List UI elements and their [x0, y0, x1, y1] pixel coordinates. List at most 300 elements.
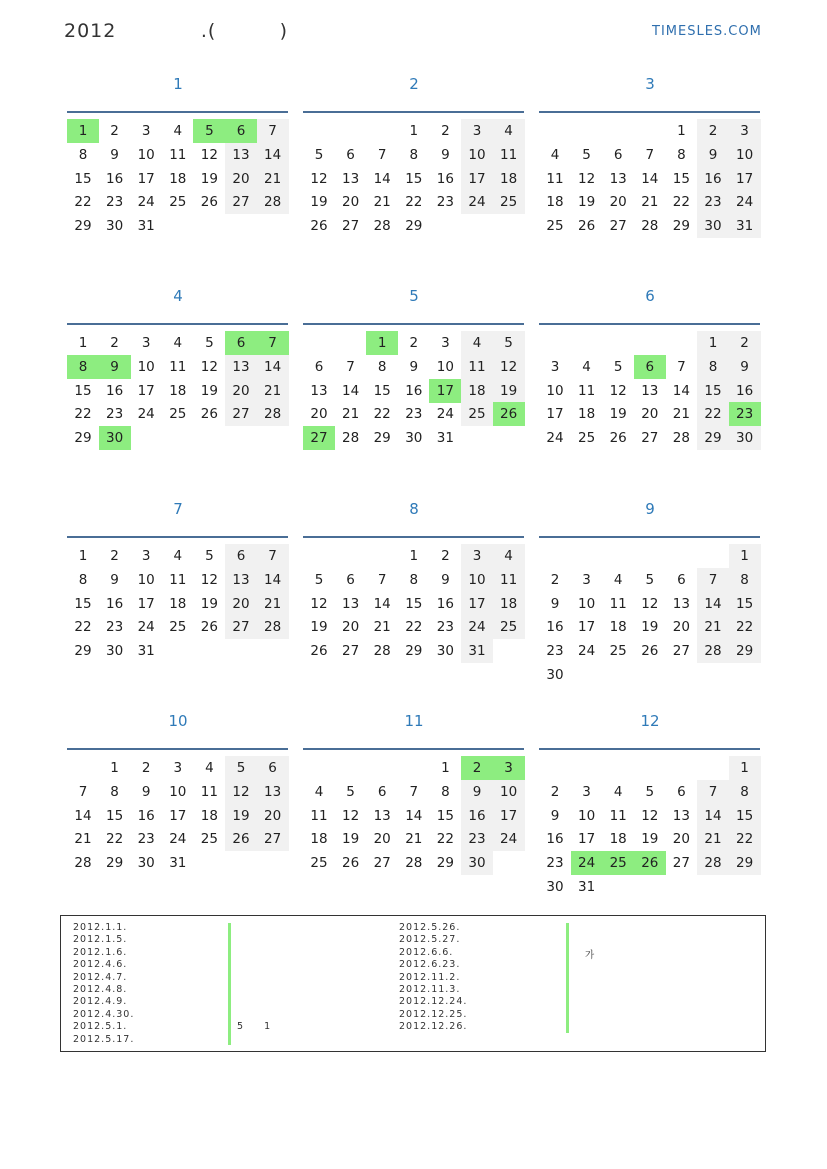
- day-cell: 23: [137, 831, 155, 848]
- day-cell: 20: [257, 804, 289, 828]
- day-cell: 4: [461, 331, 493, 355]
- month-3: [539, 73, 761, 235]
- legend-date: 2012.5.27.: [399, 934, 461, 946]
- day-cell: 4: [613, 571, 623, 588]
- day-cell: 17: [461, 167, 493, 191]
- day-cell: 9: [550, 807, 560, 824]
- month-divider: [67, 536, 288, 538]
- day-cell: 27: [373, 855, 391, 872]
- day-cell: 15: [436, 807, 454, 824]
- day-cell: 2: [729, 331, 761, 355]
- day-cell: 19: [200, 595, 218, 612]
- day-cell: 5: [645, 571, 655, 588]
- month-12: [539, 710, 761, 895]
- day-cell: 30: [405, 430, 423, 447]
- legend-date: 2012.5.26.: [399, 922, 461, 933]
- day-cell: 26: [493, 402, 525, 426]
- day-cell: 6: [225, 331, 257, 355]
- day-cell: 14: [373, 170, 391, 187]
- day-cell: 29: [672, 218, 690, 235]
- day-cell: 9: [110, 571, 119, 588]
- day-cell: 18: [546, 194, 564, 211]
- day-cell: 24: [461, 615, 493, 639]
- day-cell: 24: [571, 851, 603, 875]
- day-cell: 24: [493, 827, 525, 851]
- day-cell: 6: [346, 146, 355, 163]
- month-name: 1: [173, 75, 183, 93]
- day-cell: 25: [578, 430, 596, 447]
- day-cell: 27: [342, 218, 360, 235]
- day-cell: 16: [137, 807, 155, 824]
- day-cell: 10: [729, 143, 761, 167]
- day-cell: 2: [697, 119, 729, 143]
- day-cell: 5: [205, 335, 214, 351]
- month-7: [67, 498, 289, 660]
- month-1: [67, 73, 289, 235]
- day-cell: 31: [461, 639, 493, 663]
- day-cell: 27: [672, 643, 690, 660]
- day-cell: 1: [729, 756, 761, 780]
- day-cell: 1: [697, 331, 729, 355]
- day-cell: 29: [373, 430, 391, 447]
- day-cell: 2: [461, 756, 493, 780]
- day-cell: 19: [641, 831, 659, 848]
- day-cell: 24: [729, 190, 761, 214]
- day-cell: 25: [609, 643, 627, 660]
- legend-date: 2012.12.24.: [399, 996, 468, 1008]
- legend-date: 2012.4.30.: [73, 1008, 135, 1020]
- day-cell: 23: [729, 402, 761, 426]
- day-cell: 26: [641, 643, 659, 660]
- day-cell: 15: [697, 379, 729, 403]
- day-cell: 22: [729, 615, 761, 639]
- day-cell: 29: [729, 639, 761, 663]
- day-cell: 21: [672, 406, 690, 423]
- day-cell: 2: [550, 783, 560, 800]
- day-cell: 21: [697, 615, 729, 639]
- day-cell: 23: [546, 643, 564, 660]
- day-cell: 5: [645, 783, 655, 800]
- day-cell: 1: [409, 123, 419, 139]
- day-cell: 18: [169, 170, 187, 187]
- day-cell: 14: [697, 592, 729, 616]
- day-cell: 27: [342, 643, 360, 660]
- day-cell: 20: [310, 406, 328, 423]
- day-cell: 28: [257, 615, 289, 639]
- day-cell: 6: [225, 119, 257, 143]
- day-cell: 19: [342, 831, 360, 848]
- day-cell: 25: [169, 194, 187, 211]
- day-cell: 9: [441, 571, 450, 588]
- day-cell: 7: [257, 119, 289, 143]
- day-cell: 17: [461, 592, 493, 616]
- day-cell: 4: [173, 335, 183, 351]
- day-cell: 26: [200, 194, 218, 211]
- day-cell: 20: [225, 379, 257, 403]
- day-cell: 5: [582, 146, 591, 163]
- day-cell: 24: [137, 194, 155, 211]
- day-cell: 3: [461, 119, 493, 143]
- day-cell: 22: [436, 831, 454, 848]
- day-cell: 16: [697, 167, 729, 191]
- day-cell: 28: [405, 855, 423, 872]
- day-cell: 27: [641, 430, 659, 447]
- day-cell: 11: [493, 143, 525, 167]
- day-cell: 27: [672, 855, 690, 872]
- day-cell: 26: [609, 430, 627, 447]
- day-cell: 28: [697, 851, 729, 875]
- month-name: 6: [645, 287, 655, 305]
- day-cell: 10: [461, 568, 493, 592]
- day-cell: 10: [169, 783, 187, 800]
- day-cell: 28: [257, 402, 289, 426]
- day-cell: 21: [641, 194, 659, 211]
- day-cell: 13: [641, 382, 659, 399]
- day-cell: 24: [461, 190, 493, 214]
- day-cell: 3: [141, 548, 151, 564]
- day-cell: 30: [106, 643, 124, 660]
- day-cell: 7: [346, 358, 355, 375]
- day-cell: 7: [697, 780, 729, 804]
- day-cell: 8: [729, 780, 761, 804]
- month-divider: [539, 748, 760, 750]
- day-cell: 11: [169, 358, 187, 375]
- day-cell: 28: [257, 190, 289, 214]
- day-cell: 15: [405, 170, 423, 187]
- day-cell: 12: [310, 170, 328, 187]
- day-cell: 11: [609, 807, 627, 824]
- day-cell: 19: [310, 194, 328, 211]
- day-cell: 12: [609, 382, 627, 399]
- day-cell: 11: [546, 170, 564, 187]
- day-cell: 9: [141, 783, 151, 800]
- day-cell: 5: [314, 571, 324, 588]
- day-cell: 18: [169, 382, 187, 399]
- legend-date: 2012.4.9.: [73, 996, 128, 1008]
- day-cell: 29: [729, 851, 761, 875]
- legend-date: 2012.4.7.: [73, 971, 128, 983]
- month-10: [67, 710, 289, 872]
- day-cell: 19: [609, 406, 627, 423]
- day-cell: 9: [441, 146, 450, 163]
- day-cell: 3: [582, 783, 591, 800]
- legend-date: 2012.1.6.: [73, 946, 128, 958]
- day-cell: 12: [200, 358, 218, 375]
- day-cell: 24: [436, 406, 454, 423]
- day-cell: 17: [493, 804, 525, 828]
- day-cell: 8: [78, 146, 88, 163]
- day-cell: 22: [729, 827, 761, 851]
- day-cell: 7: [677, 358, 686, 375]
- day-cell: 10: [461, 143, 493, 167]
- day-cell: 24: [546, 430, 564, 447]
- day-cell: 8: [377, 358, 387, 375]
- day-cell: 18: [493, 592, 525, 616]
- day-cell: 26: [200, 619, 218, 636]
- day-cell: 15: [106, 807, 124, 824]
- day-cell: 14: [672, 382, 690, 399]
- day-cell: 21: [342, 406, 360, 423]
- day-cell: 24: [578, 643, 596, 660]
- day-cell: 6: [314, 358, 324, 375]
- month-divider: [539, 323, 760, 325]
- day-cell: 30: [436, 643, 454, 660]
- day-cell: 16: [405, 382, 423, 399]
- day-cell: 14: [697, 804, 729, 828]
- day-cell: 16: [106, 170, 124, 187]
- legend-date: 2012.6.6.: [399, 946, 454, 958]
- day-cell: 1: [110, 760, 119, 776]
- day-cell: 15: [74, 170, 92, 187]
- day-cell: 28: [373, 218, 391, 235]
- month-2: [303, 73, 525, 235]
- day-cell: 1: [366, 331, 398, 355]
- day-cell: 2: [110, 335, 119, 351]
- day-cell: 26: [634, 851, 666, 875]
- month-name: 5: [409, 287, 419, 305]
- day-cell: 18: [310, 831, 328, 848]
- day-cell: 15: [729, 592, 761, 616]
- day-cell: 2: [441, 123, 450, 139]
- day-cell: 9: [110, 146, 119, 163]
- legend-date: 2012.11.3.: [399, 984, 461, 995]
- day-cell: 29: [697, 426, 729, 450]
- day-cell: 13: [672, 595, 690, 612]
- day-cell: 10: [137, 358, 155, 375]
- day-cell: 8: [677, 146, 686, 163]
- day-cell: 2: [110, 548, 119, 564]
- day-cell: 27: [609, 218, 627, 235]
- day-cell: 7: [645, 146, 655, 163]
- day-cell: 25: [200, 831, 218, 848]
- day-cell: 31: [436, 430, 454, 447]
- day-cell: 20: [342, 194, 360, 211]
- day-cell: 28: [697, 639, 729, 663]
- month-6: [539, 285, 761, 447]
- day-cell: 4: [613, 783, 623, 800]
- day-cell: 15: [672, 170, 690, 187]
- day-cell: 4: [550, 146, 560, 163]
- day-cell: 25: [493, 615, 525, 639]
- day-cell: 4: [173, 548, 183, 564]
- day-cell: 21: [373, 194, 391, 211]
- month-name: 9: [645, 500, 655, 518]
- day-cell: 12: [641, 595, 659, 612]
- day-cell: 29: [74, 218, 92, 235]
- day-cell: 28: [74, 855, 92, 872]
- day-cell: 18: [461, 379, 493, 403]
- day-cell: 3: [441, 335, 450, 351]
- month-name: 8: [409, 500, 419, 518]
- day-cell: 23: [461, 827, 493, 851]
- day-cell: 21: [74, 831, 92, 848]
- day-cell: 29: [74, 643, 92, 660]
- day-cell: 13: [225, 355, 257, 379]
- legend-date: 2012.5.17.: [73, 1033, 135, 1045]
- day-cell: 8: [409, 146, 419, 163]
- day-cell: 6: [377, 783, 387, 800]
- day-cell: 8: [110, 783, 119, 800]
- month-5: [303, 285, 525, 447]
- day-cell: 21: [373, 619, 391, 636]
- day-cell: 13: [342, 170, 360, 187]
- day-cell: 11: [310, 807, 328, 824]
- month-divider: [67, 323, 288, 325]
- day-cell: 26: [342, 855, 360, 872]
- month-name: 10: [168, 712, 188, 730]
- day-cell: 7: [377, 571, 387, 588]
- day-cell: 13: [373, 807, 391, 824]
- day-cell: 10: [546, 382, 564, 399]
- day-cell: 20: [342, 619, 360, 636]
- day-cell: 17: [729, 167, 761, 191]
- day-cell: 22: [697, 402, 729, 426]
- day-cell: 17: [137, 170, 155, 187]
- day-cell: 6: [225, 544, 257, 568]
- day-cell: 1: [78, 335, 88, 351]
- day-cell: 8: [67, 355, 99, 379]
- legend-holiday-bar: [566, 923, 569, 1033]
- day-cell: 9: [550, 595, 560, 612]
- day-cell: 11: [609, 595, 627, 612]
- day-cell: 26: [310, 218, 328, 235]
- day-cell: 4: [493, 544, 525, 568]
- day-cell: 14: [641, 170, 659, 187]
- day-cell: 10: [493, 780, 525, 804]
- day-cell: 25: [493, 190, 525, 214]
- day-cell: 7: [377, 146, 387, 163]
- day-cell: 25: [546, 218, 564, 235]
- day-cell: 29: [405, 218, 423, 235]
- day-cell: 17: [429, 379, 461, 403]
- day-cell: 13: [257, 780, 289, 804]
- day-cell: 18: [578, 406, 596, 423]
- month-name: 7: [173, 500, 183, 518]
- day-cell: 6: [257, 756, 289, 780]
- month-divider: [303, 111, 524, 113]
- month-divider: [303, 536, 524, 538]
- day-cell: 23: [436, 194, 454, 211]
- day-cell: 23: [697, 190, 729, 214]
- day-cell: 26: [578, 218, 596, 235]
- legend-date: 2012.5.1.: [73, 1021, 128, 1033]
- day-cell: 20: [672, 619, 690, 636]
- day-cell: 18: [200, 807, 218, 824]
- day-cell: 15: [74, 595, 92, 612]
- day-cell: 15: [74, 382, 92, 399]
- day-cell: 19: [200, 382, 218, 399]
- day-cell: 3: [173, 760, 183, 776]
- day-cell: 7: [409, 783, 419, 800]
- day-cell: 14: [405, 807, 423, 824]
- day-cell: 18: [609, 619, 627, 636]
- day-cell: 9: [697, 143, 729, 167]
- day-cell: 16: [729, 379, 761, 403]
- day-cell: 5: [613, 358, 623, 375]
- day-cell: 25: [602, 851, 634, 875]
- day-cell: 17: [578, 619, 596, 636]
- day-cell: 5: [346, 783, 355, 800]
- day-cell: 14: [342, 382, 360, 399]
- legend-note: 5 1: [237, 1021, 272, 1033]
- day-cell: 4: [493, 119, 525, 143]
- day-cell: 29: [405, 643, 423, 660]
- day-cell: 25: [169, 406, 187, 423]
- day-cell: 24: [137, 619, 155, 636]
- day-cell: 16: [546, 619, 564, 636]
- day-cell: 2: [441, 548, 450, 564]
- day-cell: 22: [405, 194, 423, 211]
- day-cell: 12: [310, 595, 328, 612]
- page-title: 2012 .( ): [64, 20, 289, 42]
- day-cell: 21: [697, 827, 729, 851]
- day-cell: 11: [461, 355, 493, 379]
- day-cell: 17: [137, 382, 155, 399]
- day-cell: 27: [225, 615, 257, 639]
- legend-date: 2012.1.1.: [73, 922, 128, 933]
- day-cell: 30: [546, 879, 564, 895]
- day-cell: 20: [672, 831, 690, 848]
- day-cell: 7: [257, 544, 289, 568]
- day-cell: 20: [225, 592, 257, 616]
- day-cell: 4: [173, 123, 183, 139]
- day-cell: 3: [141, 123, 151, 139]
- day-cell: 4: [582, 358, 591, 375]
- day-cell: 31: [729, 214, 761, 238]
- day-cell: 19: [310, 619, 328, 636]
- day-cell: 18: [169, 595, 187, 612]
- day-cell: 3: [550, 358, 560, 375]
- day-cell: 24: [137, 406, 155, 423]
- day-cell: 28: [672, 430, 690, 447]
- day-cell: 16: [461, 804, 493, 828]
- day-cell: 12: [493, 355, 525, 379]
- day-cell: 30: [99, 426, 131, 450]
- day-cell: 5: [193, 119, 225, 143]
- day-cell: 3: [141, 335, 151, 351]
- holiday-legend: [60, 915, 766, 1052]
- day-cell: 23: [405, 406, 423, 423]
- day-cell: 30: [546, 667, 564, 683]
- day-cell: 4: [314, 783, 324, 800]
- day-cell: 8: [78, 571, 88, 588]
- day-cell: 28: [342, 430, 360, 447]
- month-name: 3: [645, 75, 655, 93]
- day-cell: 1: [67, 119, 99, 143]
- legend-date: 2012.12.25.: [399, 1008, 468, 1020]
- day-cell: 22: [373, 406, 391, 423]
- legend-date: 2012.1.5.: [73, 934, 128, 946]
- day-cell: 11: [169, 146, 187, 163]
- month-11: [303, 710, 525, 872]
- day-cell: 1: [441, 760, 450, 776]
- day-cell: 12: [578, 170, 596, 187]
- brand-link[interactable]: TIMESLES.COM: [652, 24, 762, 39]
- month-9: [539, 498, 761, 683]
- day-cell: 9: [461, 780, 493, 804]
- day-cell: 1: [409, 548, 419, 564]
- month-divider: [303, 748, 524, 750]
- day-cell: 19: [578, 194, 596, 211]
- day-cell: 28: [641, 218, 659, 235]
- legend-date: 2012.4.6.: [73, 959, 128, 971]
- day-cell: 23: [106, 619, 124, 636]
- day-cell: 5: [205, 548, 214, 564]
- day-cell: 20: [225, 167, 257, 191]
- day-cell: 27: [257, 827, 289, 851]
- day-cell: 30: [697, 214, 729, 238]
- day-cell: 22: [74, 406, 92, 423]
